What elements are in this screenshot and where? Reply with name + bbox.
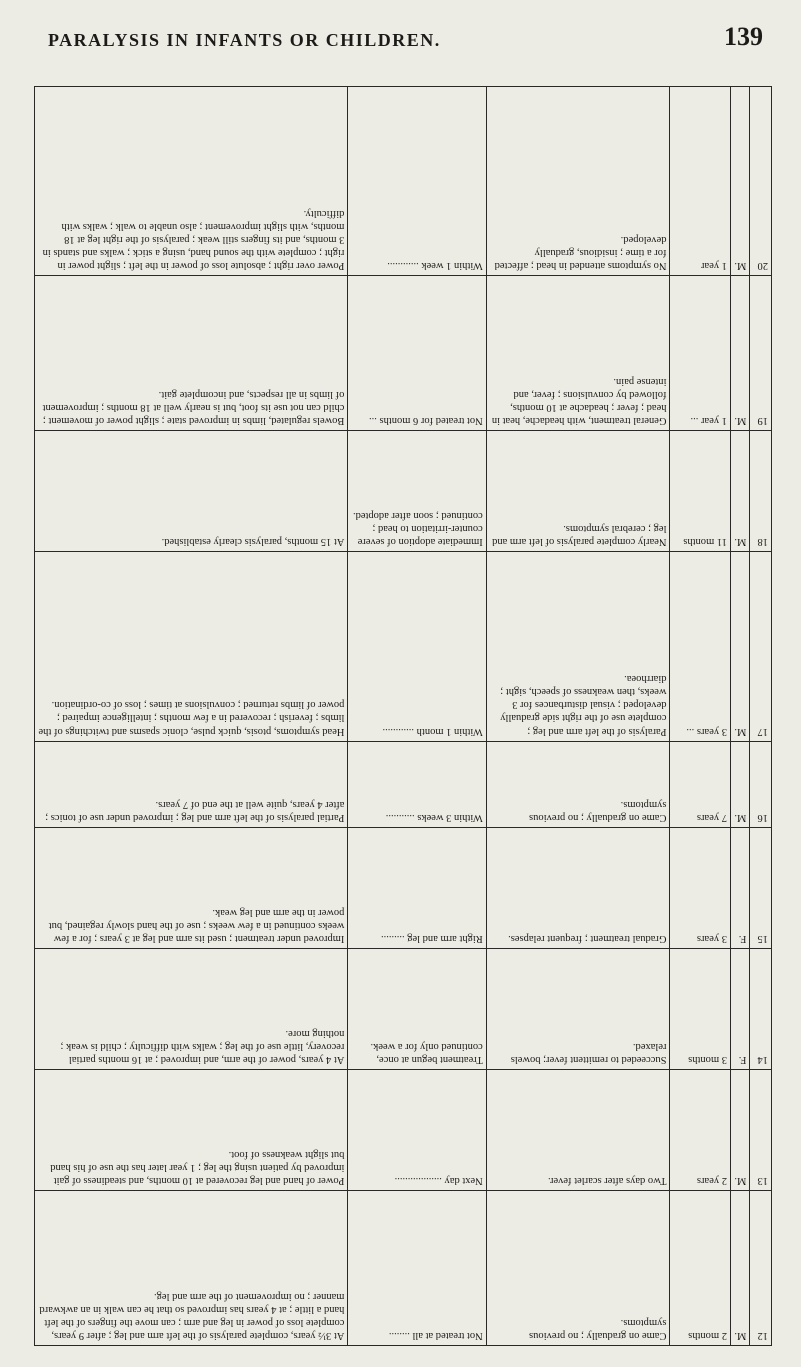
case-onset: Paralysis of the left arm and leg ; complete use of the right side gradually developed ; visual disturbances for 3 weeks, then weakness of speech, sight ; diarrhoea. [486,552,670,741]
table-row [35,87,772,276]
case-onset: Came on gradually ; no previous symptoms. [486,1190,670,1345]
case-treatment: Treatment begun at once, continued only for a week. [348,949,486,1070]
case-table-rotated [34,86,772,1346]
case-number: 13 [750,1070,772,1191]
case-onset: Two days after scarlet fever. [486,1070,670,1191]
case-sex: F. [730,949,749,1070]
case-number: 12 [750,1190,772,1345]
case-age: 3 years ... [670,552,731,741]
case-result: Improved under treatment ; used its arm and leg at 3 years ; for a few weeks continued in a few weeks ; use of the hand slowly regained, but power in the arm and leg weak. [35,828,348,949]
case-sex: M. [730,431,749,552]
case-age: 2 months [670,1190,731,1345]
case-result: At 3½ years, complete paralysis of the left arm and leg ; after 9 years, complete loss of power in leg and arm ; can move the fingers of the left hand a little ; at 4 years has improved so that he can walk in an awkward manner ; no improvement of the arm and leg. [35,1190,348,1345]
case-age: 1 year [670,87,731,276]
case-result: Bowels regulated, limbs in improved state ; slight power of movement ; child can not use its foot, but is nearly well at 18 months ; improvement of limbs in all respects, and incomplete gait. [35,276,348,431]
case-age: 3 months [670,949,731,1070]
case-treatment: Within 1 week ............ [348,87,486,276]
case-table-region [34,86,772,1346]
case-onset: Came on gradually ; no previous symptoms. [486,741,670,828]
case-treatment: Not treated for 6 months ... [348,276,486,431]
case-sex: F. [730,828,749,949]
case-treatment: Immediate adoption of severe counter-irritation to head ; continued ; soon after adopted. [348,431,486,552]
table-row [35,1190,772,1345]
case-result: At 15 months, paralysis clearly established. [35,431,348,552]
case-sex: M. [730,741,749,828]
case-onset: Succeeded to remittent fever; bowels relaxed. [486,949,670,1070]
case-result: At 4 years, power of the arm, and improved ; at 16 months partial recovery, little use of the leg ; walks with difficulty ; child is weak ; nothing more. [35,949,348,1070]
case-table [34,86,772,1346]
table-row [35,828,772,949]
table-row [35,741,772,828]
case-number: 14 [750,949,772,1070]
case-number: 18 [750,431,772,552]
case-onset: General treatment, with headache, heat in head ; fever ; headache at 10 months, followed by convulsions ; fever, and intense pain. [486,276,670,431]
case-onset: No symptoms attended in head ; affected for a time ; insidious, gradually developed. [486,87,670,276]
case-result: Power of hand and leg recovered at 10 months, and steadiness of gait improved by patient using the leg ; 1 year later has the use of his hand but slight weakness of foot. [35,1070,348,1191]
table-row [35,276,772,431]
case-number: 17 [750,552,772,741]
case-number: 19 [750,276,772,431]
case-number: 15 [750,828,772,949]
case-age: 1 year ... [670,276,731,431]
table-row [35,1070,772,1191]
case-number: 20 [750,87,772,276]
running-head [0,22,801,70]
case-age: 3 years [670,828,731,949]
case-onset: Gradual treatment ; frequent relapses. [486,828,670,949]
table-row [35,431,772,552]
table-row [35,949,772,1070]
case-sex: M. [730,87,749,276]
running-title: PARALYSIS IN INFANTS OR CHILDREN. [48,30,441,50]
page-number: 139 [724,22,763,51]
case-result: Power over right ; absolute loss of power in the left ; slight power in right ; complete with the sound hand, using a stick ; walks and stands in 3 months, and its fingers still weak ; paralysis of the right leg at 18 months, with slight improvement ; also unable to walk ; walks with difficulty. [35,87,348,276]
case-sex: M. [730,276,749,431]
case-age: 7 years [670,741,731,828]
case-result: Partial paralysis of the left arm and leg ; improved under use of tonics ; after 4 years, quite well at the end of 7 years. [35,741,348,828]
case-age: 11 months [670,431,731,552]
case-onset: Nearly complete paralysis of left arm and leg ; cerebral symptoms. [486,431,670,552]
case-treatment: Not treated at all ........ [348,1190,486,1345]
case-sex: M. [730,552,749,741]
case-sex: M. [730,1070,749,1191]
case-treatment: Within 1 month ............ [348,552,486,741]
case-sex: M. [730,1190,749,1345]
case-result: Head symptoms, ptosis, quick pulse, clonic spasms and twitchings of the limbs ; feverish ; recovered in a few months ; intelligence impaired ; power of limbs returned ; convulsions at times ; loss of co-ordination. [35,552,348,741]
table-row [35,552,772,741]
case-age: 2 years [670,1070,731,1191]
case-treatment: Next day .................. [348,1070,486,1191]
case-treatment: Within 3 weeks ........... [348,741,486,828]
case-number: 16 [750,741,772,828]
case-treatment: Right arm and leg ......... [348,828,486,949]
